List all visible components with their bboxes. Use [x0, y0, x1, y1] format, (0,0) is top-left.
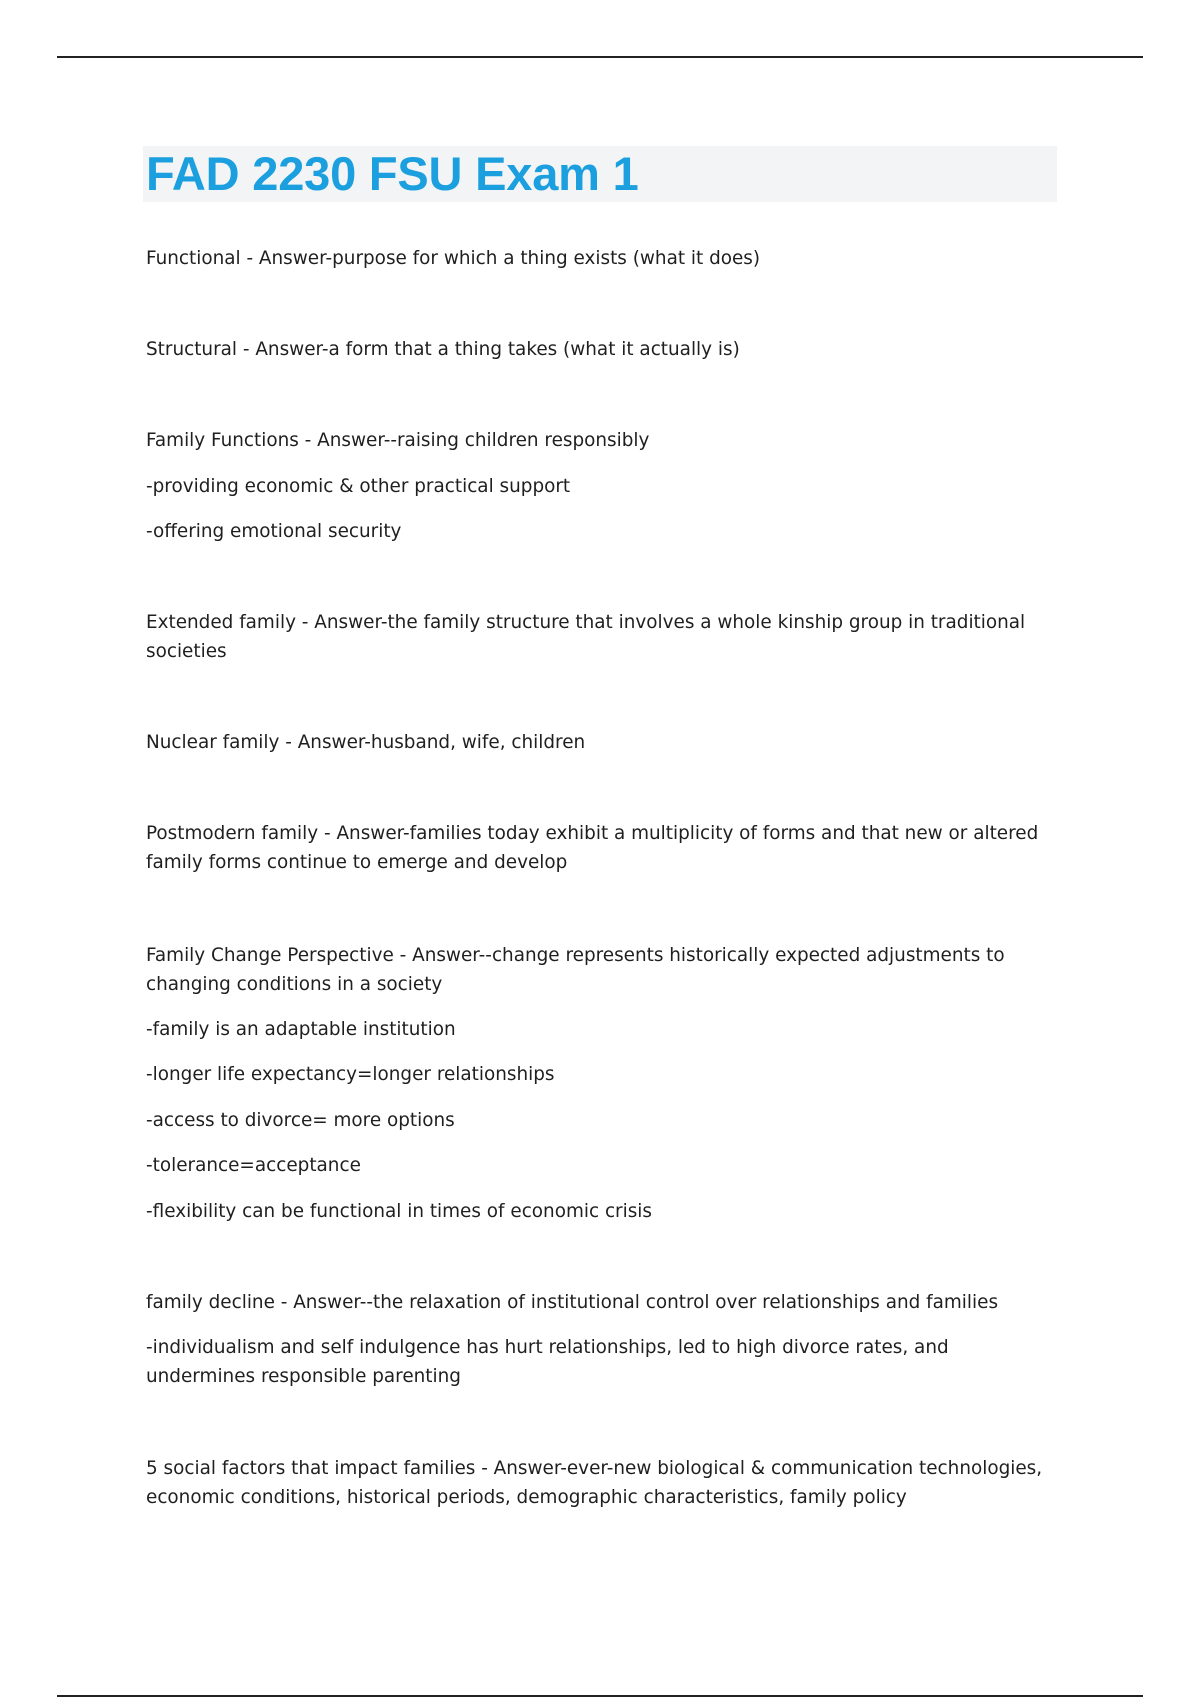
entry-line: Structural - Answer-a form that a thing takes (what it actually is): [146, 339, 740, 360]
entry-line: Postmodern family - Answer-families today exhibit a multiplicity of forms and that new or altered family forms continue to emerge and develop: [146, 823, 1039, 873]
entry-line: -access to divorce= more options: [146, 1110, 455, 1131]
entry-line: 5 social factors that impact families - Answer-ever-new biological & communication technologies, economic conditions, historical periods, demographic characteristics, family policy: [146, 1458, 1043, 1508]
bottom-rule: [57, 1695, 1143, 1697]
entry-line: -flexibility can be functional in times of economic crisis: [146, 1201, 652, 1222]
entry-line: -individualism and self indulgence has hurt relationships, led to high divorce rates, and undermines responsible parenting: [146, 1337, 949, 1387]
entry-line: Nuclear family - Answer-husband, wife, children: [146, 732, 586, 753]
entry-line: -tolerance=acceptance: [146, 1155, 361, 1176]
entry-line: Functional - Answer-purpose for which a thing exists (what it does): [146, 248, 761, 269]
entry-line: -providing economic & other practical support: [146, 476, 571, 497]
entry-line: -offering emotional security: [146, 521, 402, 542]
document-title: FAD 2230 FSU Exam 1: [146, 147, 639, 200]
entry-line: Extended family - Answer-the family structure that involves a whole kinship group in traditional societies: [146, 612, 1026, 662]
entry-line: Family Change Perspective - Answer--change represents historically expected adjustments to changing conditions in a society: [146, 945, 1005, 995]
entry-line: -family is an adaptable institution: [146, 1019, 456, 1040]
top-rule: [57, 56, 1143, 58]
entry-line: Family Functions - Answer--raising children responsibly: [146, 430, 650, 451]
entry-line: family decline - Answer--the relaxation of institutional control over relationships and families: [146, 1292, 999, 1313]
entry-line: -longer life expectancy=longer relationships: [146, 1064, 555, 1085]
